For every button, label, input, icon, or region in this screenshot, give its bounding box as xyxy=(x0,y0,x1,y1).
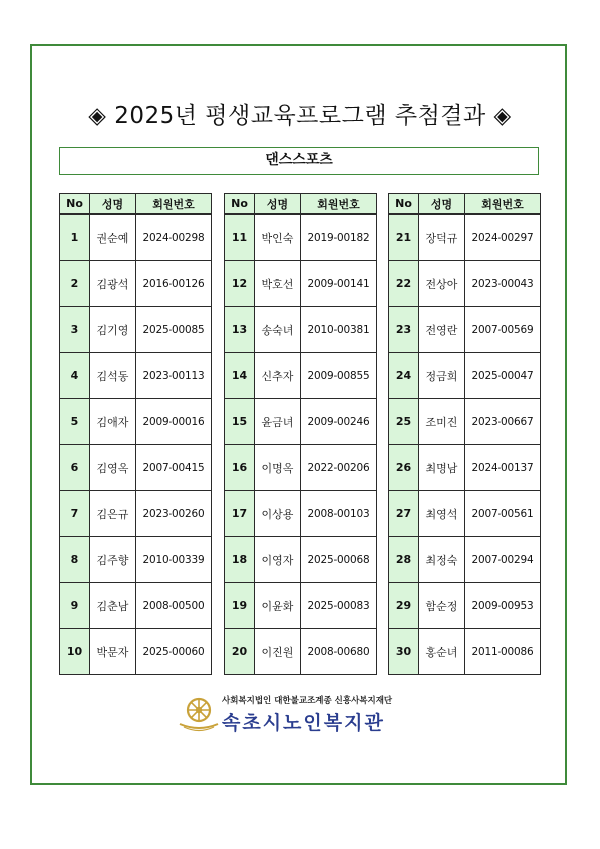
program-name: 댄스스포츠 xyxy=(265,152,333,168)
table-row xyxy=(389,353,541,399)
table-row xyxy=(60,214,212,261)
member-number: 2023-00113 xyxy=(136,353,212,399)
member-name: 김춘남 xyxy=(90,583,136,629)
table-header-row xyxy=(60,194,212,215)
member-number: 2007-00415 xyxy=(136,445,212,491)
member-number: 2022-00206 xyxy=(301,445,377,491)
member-name: 최영석 xyxy=(419,491,465,537)
table-row xyxy=(60,261,212,307)
table-row xyxy=(389,307,541,353)
row-number: 24 xyxy=(389,353,419,399)
member-name: 이윤화 xyxy=(255,583,301,629)
table-header-row xyxy=(389,194,541,215)
row-number: 11 xyxy=(225,214,255,261)
member-number: 2024-00137 xyxy=(465,445,541,491)
row-number: 8 xyxy=(60,537,90,583)
table-row xyxy=(389,537,541,583)
table-row xyxy=(60,307,212,353)
row-number: 13 xyxy=(225,307,255,353)
member-number: 2019-00182 xyxy=(301,214,377,261)
col-header-member-no: 회원번호 xyxy=(136,194,212,215)
member-name: 김은규 xyxy=(90,491,136,537)
member-name: 전영란 xyxy=(419,307,465,353)
col-header-name: 성명 xyxy=(90,194,136,215)
table-header-row xyxy=(225,194,377,215)
table-row xyxy=(60,399,212,445)
roster-table-3 xyxy=(388,193,541,675)
member-name: 이상용 xyxy=(255,491,301,537)
row-number: 5 xyxy=(60,399,90,445)
member-name: 김애자 xyxy=(90,399,136,445)
table-row xyxy=(389,261,541,307)
table-row xyxy=(225,261,377,307)
row-number: 26 xyxy=(389,445,419,491)
table-row xyxy=(225,537,377,583)
table-row xyxy=(225,629,377,675)
table-row xyxy=(60,491,212,537)
row-number: 17 xyxy=(225,491,255,537)
member-name: 윤금녀 xyxy=(255,399,301,445)
member-name: 최정숙 xyxy=(419,537,465,583)
row-number: 12 xyxy=(225,261,255,307)
member-number: 2011-00086 xyxy=(465,629,541,675)
roster-table-1 xyxy=(59,193,212,675)
table-row xyxy=(60,629,212,675)
member-name: 신추자 xyxy=(255,353,301,399)
member-number: 2007-00569 xyxy=(465,307,541,353)
col-header-name: 성명 xyxy=(255,194,301,215)
row-number: 10 xyxy=(60,629,90,675)
row-number: 3 xyxy=(60,307,90,353)
row-number: 20 xyxy=(225,629,255,675)
member-number: 2010-00339 xyxy=(136,537,212,583)
table-row xyxy=(60,445,212,491)
member-name: 박문자 xyxy=(90,629,136,675)
member-name: 박인숙 xyxy=(255,214,301,261)
member-number: 2007-00294 xyxy=(465,537,541,583)
program-name-box xyxy=(59,147,539,175)
row-number: 4 xyxy=(60,353,90,399)
member-number: 2025-00060 xyxy=(136,629,212,675)
member-name: 전상아 xyxy=(419,261,465,307)
member-name: 김석동 xyxy=(90,353,136,399)
col-header-no: No xyxy=(225,194,255,215)
member-number: 2023-00043 xyxy=(465,261,541,307)
member-number: 2007-00561 xyxy=(465,491,541,537)
table-row xyxy=(225,445,377,491)
row-number: 19 xyxy=(225,583,255,629)
member-name: 함순정 xyxy=(419,583,465,629)
table-row xyxy=(225,353,377,399)
member-number: 2009-00246 xyxy=(301,399,377,445)
row-number: 7 xyxy=(60,491,90,537)
row-number: 16 xyxy=(225,445,255,491)
member-name: 장덕규 xyxy=(419,214,465,261)
foundation-name: 사회복지법인 대한불교조계종 신흥사복지재단 xyxy=(222,696,393,706)
member-number: 2025-00085 xyxy=(136,307,212,353)
member-number: 2025-00083 xyxy=(301,583,377,629)
member-name: 박호선 xyxy=(255,261,301,307)
table-row xyxy=(389,629,541,675)
row-number: 1 xyxy=(60,214,90,261)
member-number: 2008-00680 xyxy=(301,629,377,675)
member-name: 이영자 xyxy=(255,537,301,583)
row-number: 14 xyxy=(225,353,255,399)
roster-table-body xyxy=(225,214,377,675)
member-name: 권순예 xyxy=(90,214,136,261)
member-name: 송숙녀 xyxy=(255,307,301,353)
dharma-wheel-icon xyxy=(178,696,220,732)
table-row xyxy=(389,445,541,491)
table-row xyxy=(225,583,377,629)
member-number: 2025-00068 xyxy=(301,537,377,583)
table-row xyxy=(225,214,377,261)
row-number: 25 xyxy=(389,399,419,445)
table-row xyxy=(225,491,377,537)
row-number: 9 xyxy=(60,583,90,629)
member-name: 홍순녀 xyxy=(419,629,465,675)
col-header-no: No xyxy=(389,194,419,215)
member-number: 2009-00016 xyxy=(136,399,212,445)
member-name: 김주향 xyxy=(90,537,136,583)
row-number: 28 xyxy=(389,537,419,583)
row-number: 30 xyxy=(389,629,419,675)
member-number: 2024-00298 xyxy=(136,214,212,261)
row-number: 6 xyxy=(60,445,90,491)
member-number: 2009-00953 xyxy=(465,583,541,629)
table-row xyxy=(389,399,541,445)
member-number: 2025-00047 xyxy=(465,353,541,399)
table-row xyxy=(389,583,541,629)
row-number: 22 xyxy=(389,261,419,307)
table-row xyxy=(225,307,377,353)
member-name: 김기영 xyxy=(90,307,136,353)
row-number: 2 xyxy=(60,261,90,307)
member-number: 2023-00667 xyxy=(465,399,541,445)
roster-table-body xyxy=(60,214,212,675)
table-row xyxy=(60,537,212,583)
member-number: 2024-00297 xyxy=(465,214,541,261)
row-number: 29 xyxy=(389,583,419,629)
footer-logo xyxy=(0,690,600,740)
table-row xyxy=(389,491,541,537)
member-name: 조미진 xyxy=(419,399,465,445)
table-row xyxy=(389,214,541,261)
member-number: 2010-00381 xyxy=(301,307,377,353)
member-number: 2008-00103 xyxy=(301,491,377,537)
organization-name: 속초시노인복지관 xyxy=(222,712,385,734)
member-number: 2023-00260 xyxy=(136,491,212,537)
col-header-member-no: 회원번호 xyxy=(301,194,377,215)
member-number: 2016-00126 xyxy=(136,261,212,307)
col-header-no: No xyxy=(60,194,90,215)
member-name: 최명남 xyxy=(419,445,465,491)
member-name: 이명옥 xyxy=(255,445,301,491)
table-row xyxy=(60,583,212,629)
row-number: 23 xyxy=(389,307,419,353)
row-number: 15 xyxy=(225,399,255,445)
member-number: 2009-00855 xyxy=(301,353,377,399)
col-header-name: 성명 xyxy=(419,194,465,215)
row-number: 21 xyxy=(389,214,419,261)
roster-table-2 xyxy=(224,193,377,675)
row-number: 27 xyxy=(389,491,419,537)
member-name: 김영옥 xyxy=(90,445,136,491)
member-number: 2009-00141 xyxy=(301,261,377,307)
page-title: ◈ 2025년 평생교육프로그램 추첨결과 ◈ xyxy=(88,103,512,129)
col-header-member-no: 회원번호 xyxy=(465,194,541,215)
member-name: 김광석 xyxy=(90,261,136,307)
row-number: 18 xyxy=(225,537,255,583)
member-name: 이진원 xyxy=(255,629,301,675)
member-name: 정금희 xyxy=(419,353,465,399)
member-number: 2008-00500 xyxy=(136,583,212,629)
roster-table-body xyxy=(389,214,541,675)
table-row xyxy=(60,353,212,399)
table-row xyxy=(225,399,377,445)
